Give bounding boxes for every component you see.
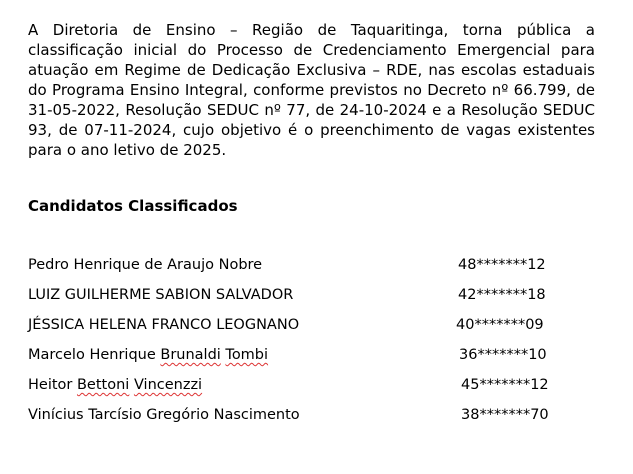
name-part: Heitor <box>28 377 77 393</box>
candidate-row <box>28 285 588 305</box>
candidate-code: 42*******18 <box>458 287 546 303</box>
candidate-row <box>28 375 588 395</box>
candidate-row <box>28 345 588 365</box>
candidate-name <box>28 345 268 365</box>
intro-paragraph: A Diretoria de Ensino – Região de Taquaritinga, torna pública a classificação inicial do Processo de Credenciamento Emergencial para atuação em Regime de Dedicação Exclusiva – RDE, nas escolas estaduais do Programa Ensino Integral, conforme previstos no Decreto nº 66.799, de 31-05-2022, Resolução SEDUC nº 77, de 24-10-2024 e a Resolução SEDUC 93, de 07-11-2024, cujo objetivo é o preenchimento de vagas existentes para o ano letivo de 2025. <box>28 21 595 159</box>
candidate-code: 36*******10 <box>459 347 547 363</box>
candidate-code: 40*******09 <box>456 317 544 333</box>
candidate-code: 38*******70 <box>461 407 549 423</box>
candidate-name: LUIZ GUILHERME SABION SALVADOR <box>28 287 294 303</box>
candidate-row <box>28 315 588 335</box>
name-part-spellcheck: Brunaldi <box>160 347 221 363</box>
candidate-code: 45*******12 <box>461 377 549 393</box>
name-part: Marcelo Henrique <box>28 347 161 363</box>
candidate-name <box>28 375 202 395</box>
name-part-spellcheck: Tombi <box>225 347 269 363</box>
candidate-name: Pedro Henrique de Araujo Nobre <box>28 257 263 273</box>
name-part-spellcheck: Vincenzzi <box>133 377 203 393</box>
candidate-row <box>28 405 588 425</box>
candidate-name: JÉSSICA HELENA FRANCO LEOGNANO <box>28 317 300 333</box>
candidate-row <box>28 255 588 275</box>
section-title: Candidatos Classificados <box>28 197 238 215</box>
candidate-code: 48*******12 <box>458 257 546 273</box>
name-part-spellcheck: Bettoni <box>76 377 130 393</box>
candidate-name: Vinícius Tarcísio Gregório Nascimento <box>28 407 300 423</box>
